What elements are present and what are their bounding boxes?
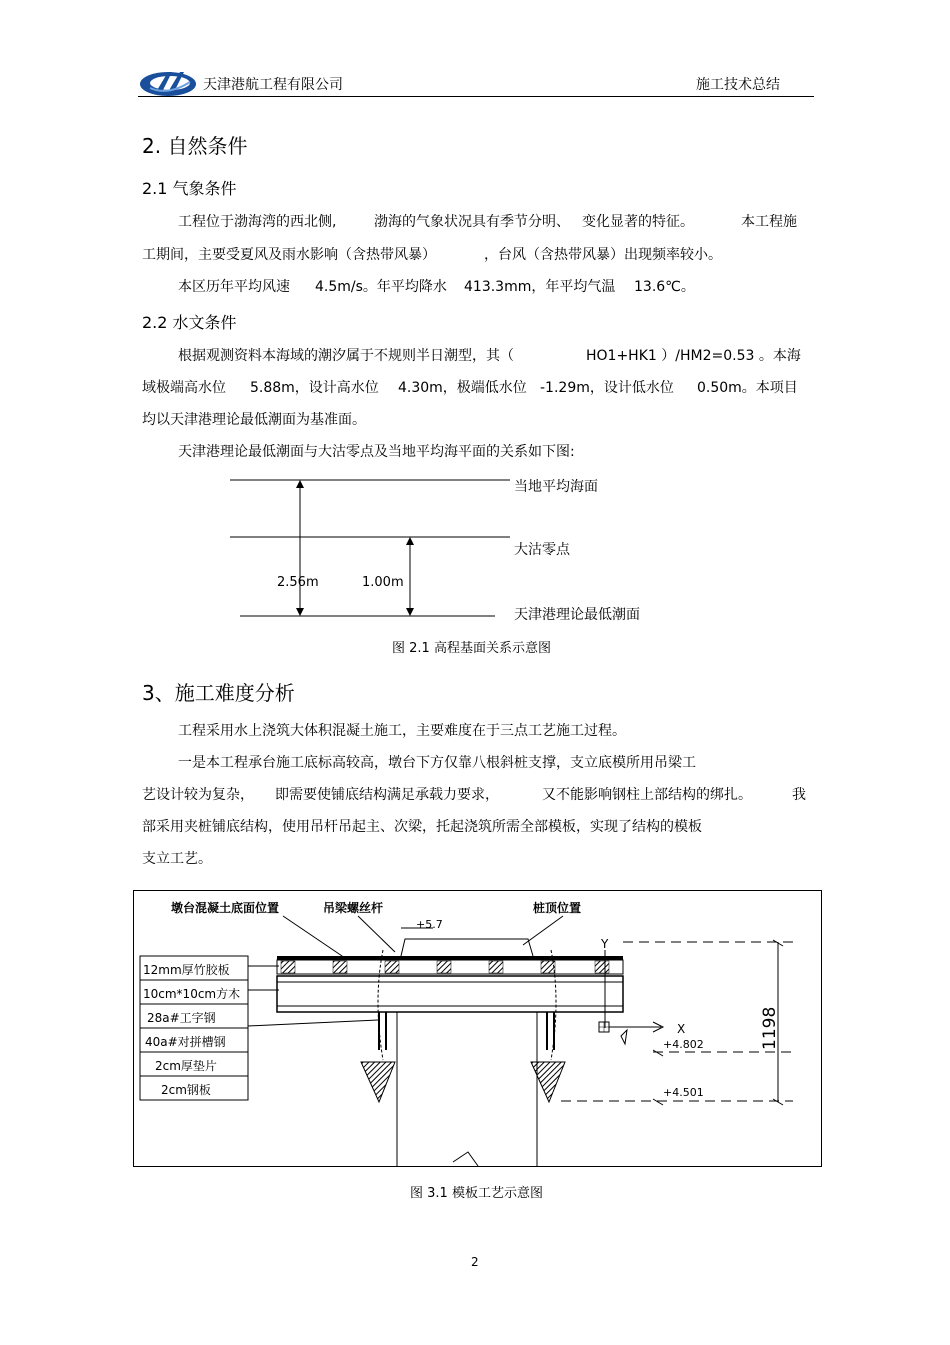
paragraph-text: 本区历年平均风速: [178, 279, 290, 295]
label-hanger-rod: 吊梁螺丝杆: [323, 901, 384, 915]
elevation-4-501: +4.501: [663, 1086, 704, 1099]
paragraph-text: 13.6℃。: [634, 279, 695, 295]
label-pile-top: 桩顶位置: [533, 901, 582, 915]
elevation-top: +5.7: [416, 918, 443, 931]
paragraph-text: 变化显著的特征。: [582, 214, 694, 230]
paragraph-text: 天津港理论最低潮面与大沽零点及当地平均海平面的关系如下图:: [178, 444, 575, 460]
page-number: 2: [471, 1255, 479, 1269]
figure-2-1-caption: 图 2.1 高程基面关系示意图: [392, 641, 551, 656]
label-dagu-zero: 大沽零点: [514, 542, 570, 558]
paragraph-text: 工期间，主要受夏风及雨水影响（含热带风暴）: [142, 247, 436, 263]
paragraph-text: 部采用夹桩铺底结构，使用吊杆吊起主、次梁，托起浇筑所需全部模板，实现了结构的模板: [142, 819, 702, 835]
paragraph-text: 即需要使铺底结构满足承载力要求，: [275, 787, 499, 803]
material-bamboo-plywood: 12mm厚竹胶板: [143, 963, 230, 977]
dimension-1198: 1198: [760, 1006, 780, 1050]
paragraph-text: 均以天津港理论最低潮面为基准面。: [142, 412, 366, 428]
company-logo: [138, 66, 198, 104]
paragraph-text: 渤海的气象状况具有季节分明、: [374, 214, 570, 230]
axis-y-label: Y: [601, 937, 609, 951]
paragraph-text: 本工程施: [741, 214, 797, 230]
label-pier-bottom: 墩台混凝土底面位置: [171, 901, 280, 915]
section-2-title: 2. 自然条件: [142, 134, 248, 158]
paragraph-text: 0.50m。本项目: [697, 380, 798, 396]
material-i-beam: 28a#工字钢: [147, 1011, 216, 1025]
material-channel-steel: 40a#对拼槽钢: [145, 1035, 226, 1049]
paragraph-text: 5.88m，设计高水位: [250, 380, 379, 396]
figure-3-1-caption: 图 3.1 模板工艺示意图: [410, 1186, 543, 1201]
dimension-label-2-56: 2.56m: [277, 575, 319, 590]
material-shim: 2cm厚垫片: [155, 1059, 217, 1073]
paragraph-text: 4.30m，极端低水位: [398, 380, 527, 396]
header-rule: [138, 96, 814, 97]
material-steel-plate: 2cm钢板: [161, 1083, 211, 1097]
paragraph-text: HO1+HK1 ）/HM2=0.53 。本海: [586, 348, 801, 364]
paragraph-text: 我: [792, 787, 806, 803]
section-2-1-title: 2.1 气象条件: [142, 179, 237, 198]
paragraph-text: 工程位于渤海湾的西北侧,: [178, 214, 337, 230]
paragraph-text: 支立工艺。: [142, 851, 212, 867]
paragraph-text: 又不能影响钢柱上部结构的绑扎。: [542, 787, 752, 803]
label-mean-sea-level: 当地平均海面: [514, 479, 598, 495]
paragraph-text: 413.3mm，年平均气温: [464, 279, 616, 295]
company-name: 天津港航工程有限公司: [203, 77, 343, 93]
paragraph-text: 一是本工程承台施工底标高较高，墩台下方仅靠八根斜桩支撑，支立底模所用吊梁工: [178, 755, 696, 771]
paragraph-text: -1.29m，设计低水位: [540, 380, 674, 396]
elevation-4-802: +4.802: [663, 1038, 704, 1051]
formwork-process-diagram: [133, 890, 823, 1168]
paragraph-text: 域极端高水位: [142, 380, 226, 396]
document-title: 施工技术总结: [696, 77, 780, 93]
paragraph-text: ，台风（含热带风暴）出现频率较小。: [484, 247, 722, 263]
paragraph-text: 4.5m/s。年平均降水: [315, 279, 447, 295]
paragraph-text: 艺设计较为复杂，: [142, 787, 254, 803]
section-3-title: 3、施工难度分析: [142, 681, 295, 705]
section-2-2-title: 2.2 水文条件: [142, 313, 237, 332]
paragraph-text: 根据观测资料本海域的潮汐属于不规则半日潮型，其（: [178, 348, 514, 364]
material-square-timber: 10cm*10cm方木: [143, 987, 241, 1001]
dimension-label-1-00: 1.00m: [362, 575, 404, 590]
label-lowest-tide: 天津港理论最低潮面: [514, 607, 640, 623]
paragraph-text: 工程采用水上浇筑大体积混凝土施工，主要难度在于三点工艺施工过程。: [178, 723, 626, 739]
axis-x-label: X: [677, 1022, 686, 1036]
